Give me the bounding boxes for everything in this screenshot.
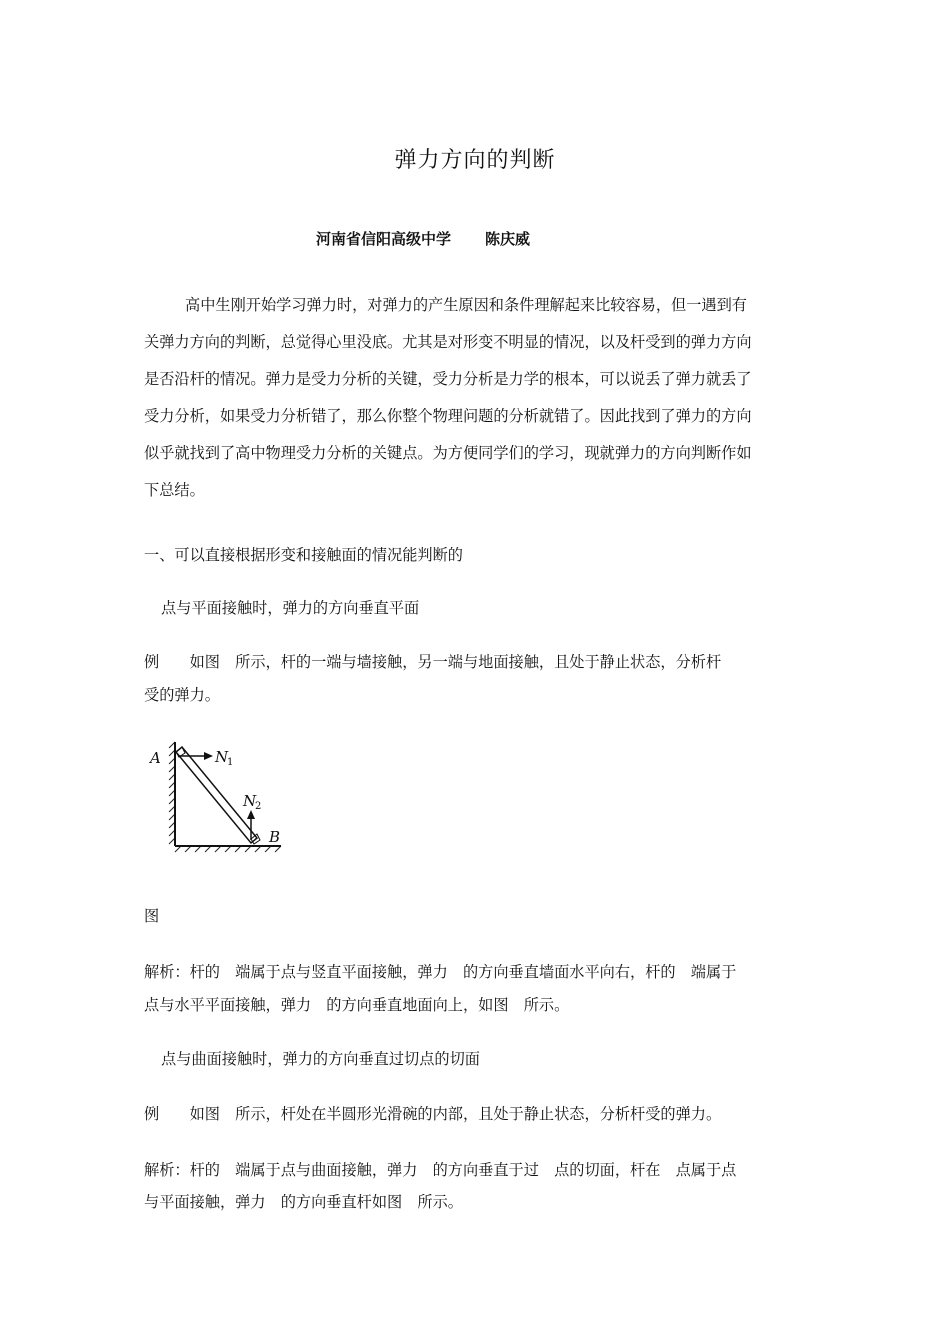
analysis-2-line-2: 与平面接触，弹力 的方向垂直杆如图 所示。 (144, 1193, 463, 1211)
intro-line-1: 高中生刚开始学习弹力时，对弹力的产生原因和条件理解起来比较容易，但一遇到有 (185, 296, 747, 314)
author-school: 河南省信阳高级中学 (316, 230, 452, 248)
label-b: B (269, 828, 281, 846)
example-2-line: 例 如图 所示，杆处在半圆形光滑碗的内部，且处于静止状态，分析杆受的弹力。 (144, 1105, 722, 1123)
intro-line-5: 似乎就找到了高中物理受力分析的关键点。为方便同学们的学习，现就弹力的方向判断作如 (144, 444, 752, 462)
document-title: 弹力方向的判断 (394, 148, 556, 173)
analysis-1-line-1: 解析：杆的 端属于点与竖直平面接触，弹力 的方向垂直墙面水平向右，杆的 端属于 (144, 963, 737, 981)
analysis-1-line-2: 点与水平平面接触，弹力 的方向垂直地面向上，如图 所示。 (144, 996, 570, 1014)
author-line (316, 228, 530, 249)
intro-line-4: 受力分析，如果受力分析错了，那么你整个物理问题的分析就错了。因此找到了弹力的方向 (144, 407, 752, 425)
figure-rod-wall-floor (145, 740, 295, 858)
intro-line-3: 是否沿杆的情况。弹力是受力分析的关键，受力分析是力学的根本，可以说丢了弹力就丢了 (144, 370, 752, 388)
intro-line-2: 关弹力方向的判断，总觉得心里没底。尤其是对形变不明显的情况，以及杆受到的弹力方向 (144, 333, 752, 351)
arrow-n1-head (204, 752, 213, 760)
subsection-1-heading: 点与平面接触时，弹力的方向垂直平面 (161, 599, 420, 617)
analysis-2-line-1: 解析：杆的 端属于点与曲面接触，弹力 的方向垂直于过 点的切面，杆在 点属于点 (144, 1161, 737, 1179)
label-n2-sub: 2 (255, 801, 262, 812)
label-n1: N (215, 748, 229, 766)
author-name: 陈庆威 (485, 230, 531, 248)
arrow-n2-head (247, 810, 255, 819)
label-n2: N (243, 792, 257, 810)
intro-line-6: 下总结。 (144, 481, 205, 499)
example-1-line-2: 受的弹力。 (144, 686, 220, 704)
subsection-2-heading: 点与曲面接触时，弹力的方向垂直过切点的切面 (161, 1050, 480, 1068)
section-1-heading: 一、可以直接根据形变和接触面的情况能判断的 (144, 546, 463, 564)
label-n1-sub: 1 (227, 757, 234, 768)
figure-1-caption: 图 (144, 907, 160, 925)
example-1-line-1: 例 如图 所示，杆的一端与墙接触，另一端与地面接触，且处于静止状态，分析杆 (144, 653, 722, 671)
label-a: A (150, 749, 161, 767)
